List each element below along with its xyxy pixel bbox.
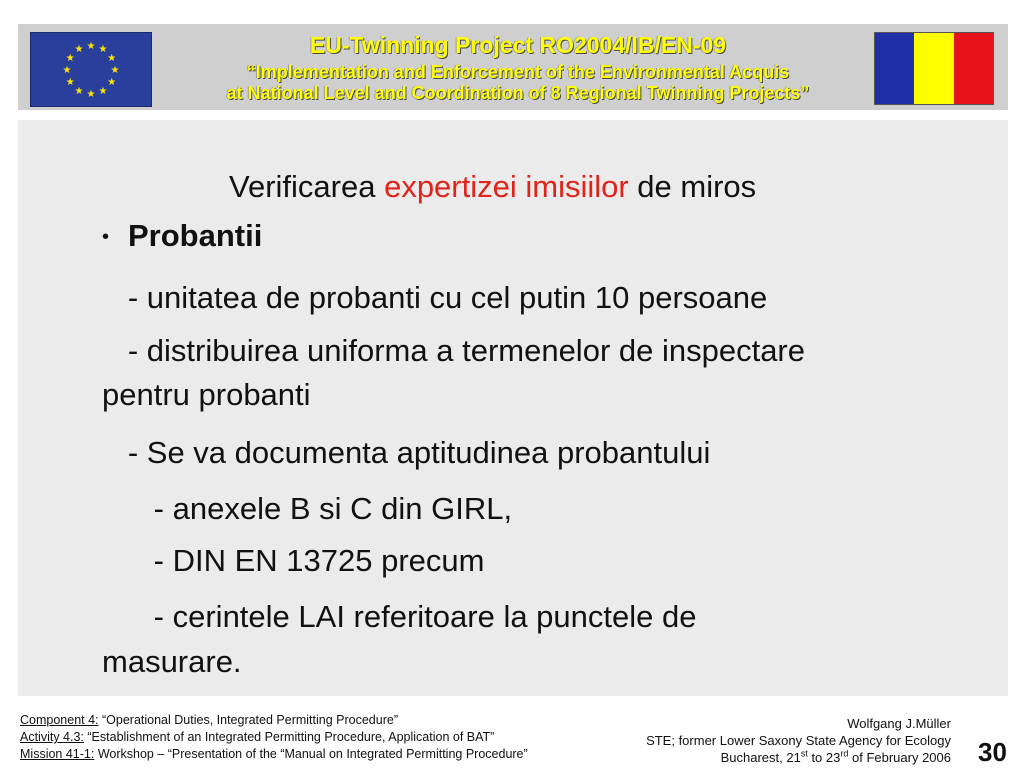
bullet-icon: • [102,226,110,248]
eu-flag-icon [30,32,152,107]
page-number: 30 [978,737,1007,767]
ro-flag-red-stripe [954,33,993,104]
romania-flag-icon [874,32,994,105]
body-line: pentru probanti [102,377,311,412]
mission-text: Workshop – “Presentation of the “Manual on Integrated Permitting Procedure” [94,747,528,761]
eu-star-icon: ★ [98,44,108,56]
body-line: - Se va documenta aptitudinea probantului [102,435,711,470]
eu-star-icon: ★ [107,53,117,64]
date-sup2: rd [840,748,849,759]
body-line: - distribuirea uniforma a termenelor de inspectare [102,333,805,368]
eu-star-icon: ★ [65,77,75,88]
body-line: - cerintele LAI referitoare la punctele de [102,599,697,634]
body-line: - anexele B si C din GIRL, [102,491,513,526]
slide-title-highlight: expertizei imisiilor [384,169,629,204]
slide-title-post: de miros [628,169,757,204]
project-subtitle-line1: “Implementation and Enforcement of the Environmental Acquis [246,62,790,82]
date-sup1: st [800,748,808,759]
footer-mission-line [20,746,528,763]
body-line: - unitatea de probanti cu cel putin 10 persoane [102,280,768,315]
ro-flag-blue-stripe [875,33,914,104]
eu-star-icon: ★ [65,53,75,64]
footer-author-info [646,715,951,766]
footer-project-info [20,712,528,763]
body-line: masurare. [102,644,242,679]
footer-activity-line [20,729,528,746]
eu-star-icon: ★ [86,41,96,52]
date-mid: to 23 [807,750,841,765]
component-label: Component 4: [20,713,99,727]
eu-star-icon: ★ [110,65,120,76]
body-line: - DIN EN 13725 precum [102,543,485,578]
mission-label: Mission 41-1: [20,747,95,761]
author-affiliation: STE; former Lower Saxony State Agency for Ecology [646,733,951,748]
project-title: EU-Twinning Project RO2004/IB/EN-09 [309,32,727,58]
slide-title-pre: Verificarea [229,169,385,204]
eu-star-icon: ★ [74,44,84,56]
eu-star-icon: ★ [107,77,117,88]
eu-star-icon: ★ [98,85,108,97]
bullet-heading: Probantii [128,218,263,253]
author-name: Wolfgang J.Müller [847,716,951,731]
project-subtitle-line2: at National Level and Coordination of 8 Regional Twinning Projects” [226,83,810,103]
slide-content [18,120,1008,696]
activity-text: “Establishment of an Integrated Permitting Procedure, Application of BAT” [83,730,495,744]
eu-stars-icon [31,33,151,106]
eu-star-icon: ★ [62,65,72,76]
activity-label: Activity 4.3: [20,730,84,744]
ro-flag-yellow-stripe [914,33,953,104]
component-text: “Operational Duties, Integrated Permitting Procedure” [98,713,398,727]
footer-component-line [20,712,528,729]
header-banner [18,24,1008,110]
slide-title [229,169,756,205]
date-pre: Bucharest, 21 [720,750,801,765]
eu-star-icon: ★ [74,85,84,97]
date-post: of February 2006 [848,750,951,765]
event-date [646,749,951,766]
eu-star-icon: ★ [86,89,96,100]
